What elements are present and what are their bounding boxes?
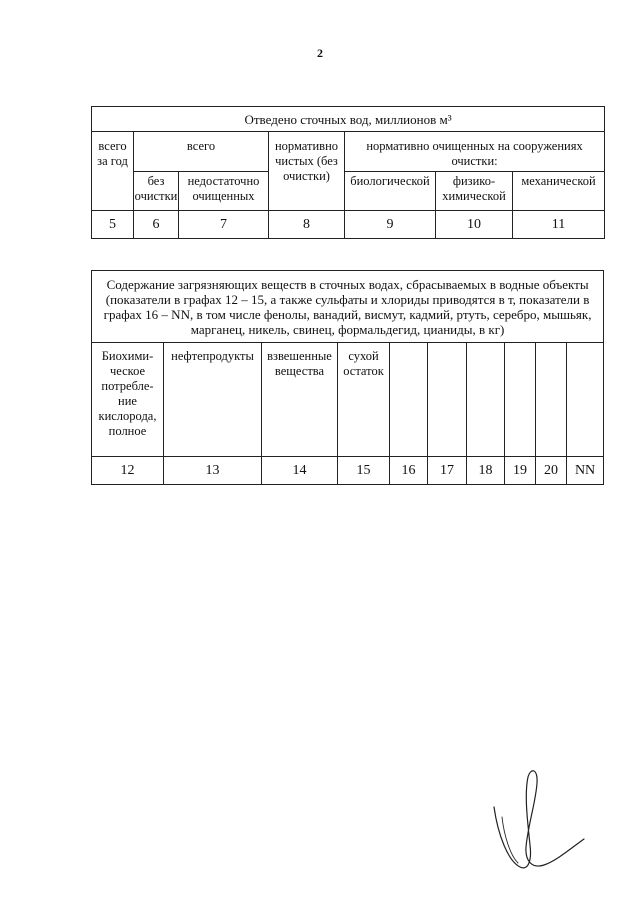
column-number: 13: [164, 457, 262, 485]
pollutants-content-table: [91, 270, 604, 485]
header-insufficient: недостаточно очищенных: [179, 172, 269, 211]
header-biological: биологической: [345, 172, 436, 211]
header-total: всего: [134, 132, 269, 172]
table2-title: Содержание загрязняющих веществ в сточных водах, сбрасываемых в водные объекты (показатели в графах 12 – 15, а также сульфаты и хлориды приводятся в т, показатели в графах 16 – NN, в том числе фенолы, ванадий, висмут, кадмий, ртуть, серебро, мышьяк, марганец, никель, свинец, формальдегид, цианиды, в кг): [92, 271, 604, 343]
column-number: 11: [513, 211, 605, 239]
column-number: 12: [92, 457, 164, 485]
header-dry-residue: сухой остаток: [338, 343, 390, 457]
column-number: 9: [345, 211, 436, 239]
header-bod: Биохими-ческое потребле-ние кислорода, полное: [92, 343, 164, 457]
header-empty: [390, 343, 428, 457]
table1-title: Отведено сточных вод, миллионов м³: [92, 107, 605, 132]
page-number: 2: [317, 46, 323, 60]
header-physchem: физико-химической: [436, 172, 513, 211]
column-number: 20: [536, 457, 567, 485]
header-empty: [505, 343, 536, 457]
header-total-year: всего за год: [92, 132, 134, 211]
column-number: 18: [467, 457, 505, 485]
header-mechanical: механической: [513, 172, 605, 211]
header-normative-treated: нормативно очищенных на сооружениях очистки:: [345, 132, 605, 172]
column-number: 5: [92, 211, 134, 239]
header-no-treatment: без очистки: [134, 172, 179, 211]
column-number: 17: [428, 457, 467, 485]
column-number: 8: [269, 211, 345, 239]
header-normative-clean: нормативно чистых (без очистки): [269, 132, 345, 211]
column-number: NN: [567, 457, 604, 485]
header-oil-products: нефтепродукты: [164, 343, 262, 457]
header-empty: [467, 343, 505, 457]
handwritten-signature: [488, 765, 598, 875]
column-number: 15: [338, 457, 390, 485]
column-number: 6: [134, 211, 179, 239]
column-number: 7: [179, 211, 269, 239]
header-suspended-solids: взвешенные вещества: [262, 343, 338, 457]
wastewater-discharge-table: [91, 106, 605, 239]
header-empty: [428, 343, 467, 457]
column-number: 16: [390, 457, 428, 485]
column-number: 14: [262, 457, 338, 485]
header-empty: [567, 343, 604, 457]
column-number: 10: [436, 211, 513, 239]
header-empty: [536, 343, 567, 457]
column-number: 19: [505, 457, 536, 485]
